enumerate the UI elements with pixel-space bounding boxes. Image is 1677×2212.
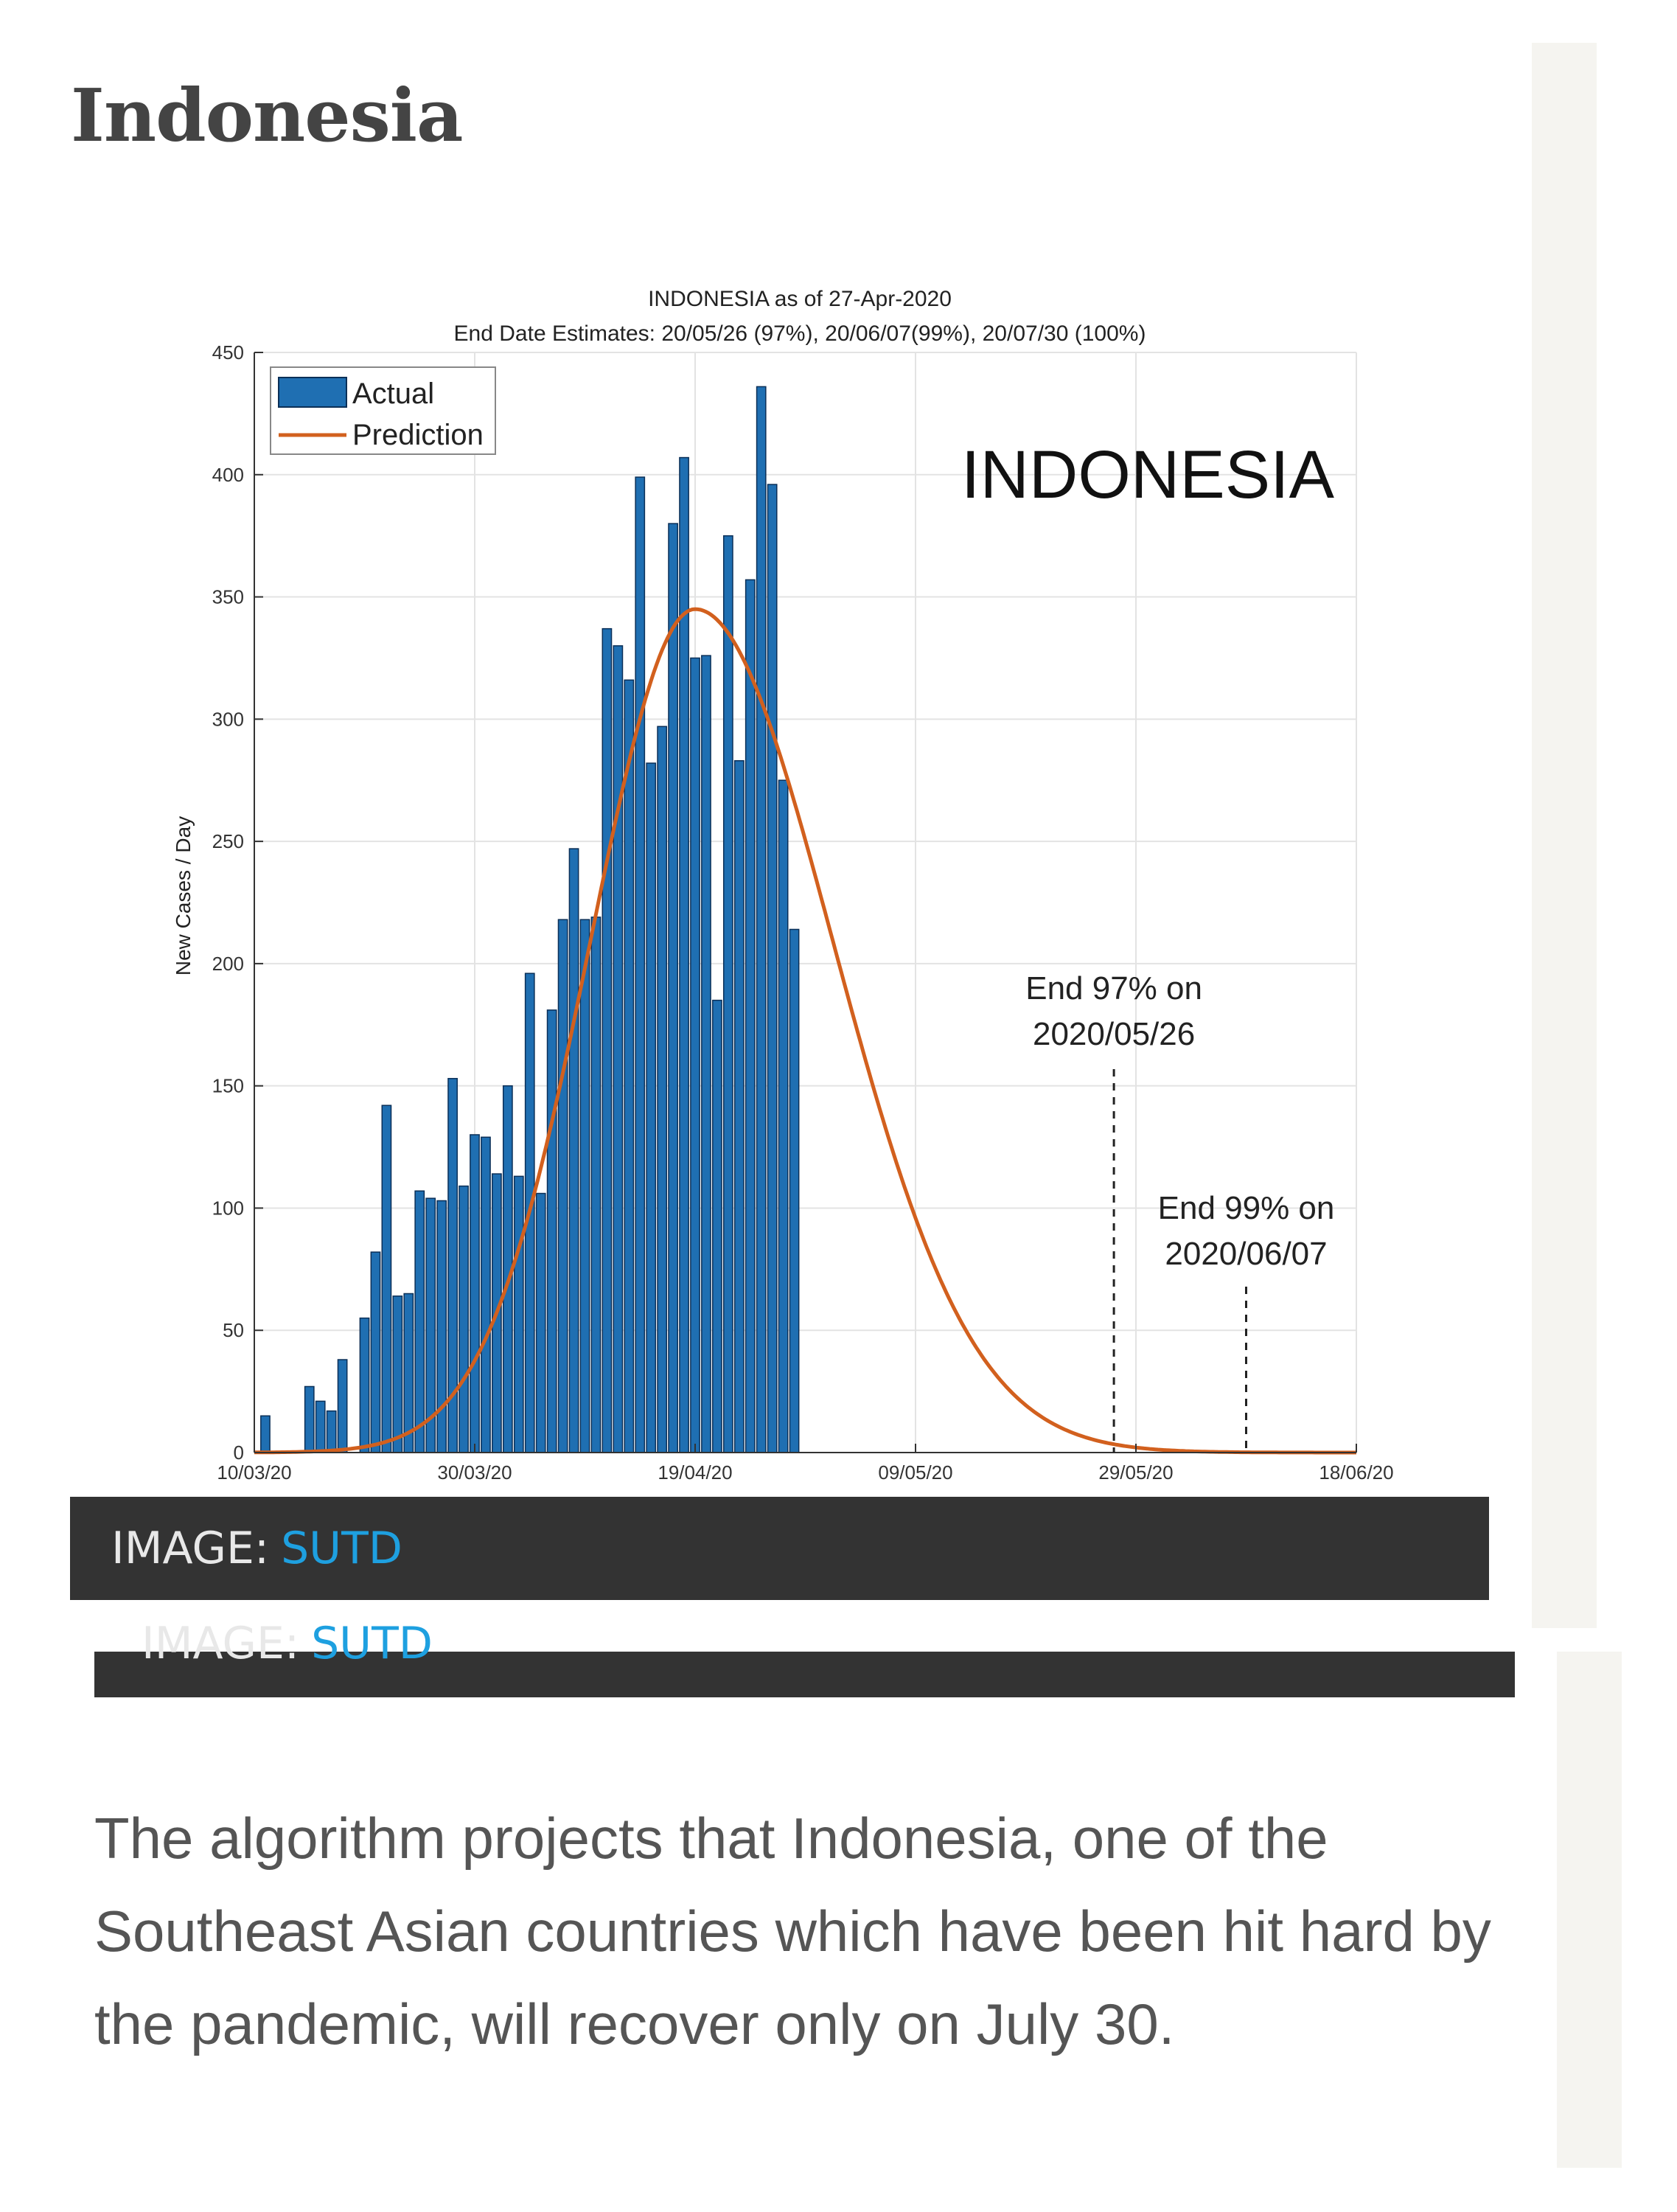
caption-prefix: IMAGE: bbox=[142, 1618, 300, 1669]
y-tick-label: 350 bbox=[212, 585, 244, 608]
x-tick-label: 18/06/20 bbox=[1319, 1461, 1394, 1484]
bar bbox=[658, 726, 666, 1453]
caption-duplicate-text bbox=[142, 1618, 433, 1669]
bar bbox=[371, 1252, 380, 1453]
bar bbox=[316, 1401, 325, 1453]
bar bbox=[338, 1360, 346, 1453]
bar bbox=[459, 1186, 468, 1453]
bar bbox=[591, 917, 600, 1453]
y-tick-label: 450 bbox=[212, 341, 244, 364]
y-tick-label: 50 bbox=[223, 1319, 244, 1342]
x-tick-label: 09/05/20 bbox=[878, 1461, 953, 1484]
image-caption-bar bbox=[70, 1497, 1489, 1600]
bar bbox=[515, 1176, 523, 1453]
bar bbox=[691, 658, 700, 1453]
y-tick-label: 100 bbox=[212, 1197, 244, 1220]
bar bbox=[558, 919, 567, 1453]
bar bbox=[537, 1194, 545, 1453]
bar bbox=[437, 1200, 446, 1453]
y-axis-label: New Cases / Day bbox=[172, 815, 195, 976]
bar bbox=[757, 386, 766, 1453]
image-caption-bar-duplicate bbox=[94, 1618, 1515, 1697]
y-tick-label: 250 bbox=[212, 830, 244, 853]
bar bbox=[393, 1296, 402, 1453]
caption-credit-link[interactable]: SUTD bbox=[281, 1523, 402, 1574]
bar bbox=[735, 761, 744, 1453]
page-title: Indonesia bbox=[71, 74, 463, 159]
bar bbox=[481, 1137, 490, 1453]
bar bbox=[602, 629, 611, 1453]
bar bbox=[470, 1135, 479, 1453]
x-tick-label: 29/05/20 bbox=[1098, 1461, 1174, 1484]
bar bbox=[635, 477, 644, 1453]
bar bbox=[789, 929, 798, 1453]
bar bbox=[713, 1001, 722, 1453]
bar bbox=[669, 524, 677, 1453]
legend-item-prediction: Prediction bbox=[352, 419, 484, 451]
end-date-label: End 99% on bbox=[1157, 1190, 1335, 1226]
end-date-value: 2020/06/07 bbox=[1165, 1236, 1328, 1272]
legend bbox=[271, 367, 495, 454]
watermark-label: INDONESIA bbox=[960, 437, 1334, 512]
x-tick-label: 19/04/20 bbox=[658, 1461, 733, 1484]
bar bbox=[580, 919, 589, 1453]
bar bbox=[746, 580, 755, 1453]
y-tick-label: 200 bbox=[212, 952, 244, 975]
bar bbox=[624, 680, 633, 1453]
side-strip bbox=[1557, 1652, 1622, 2168]
bar bbox=[305, 1386, 314, 1453]
bar bbox=[646, 763, 655, 1453]
y-tick-label: 150 bbox=[212, 1074, 244, 1097]
chart-title: INDONESIA as of 27-Apr-2020 bbox=[648, 287, 952, 311]
bar bbox=[360, 1318, 369, 1453]
bar bbox=[680, 458, 688, 1453]
bar bbox=[702, 655, 711, 1453]
article-paragraph: The algorithm projects that Indonesia, one of the Southeast Asian countries which have been hit hard by the pandemic, will recover only on July 30. bbox=[94, 1806, 1491, 2056]
y-tick-label: 400 bbox=[212, 463, 244, 486]
bar bbox=[548, 1010, 557, 1453]
y-tick-label: 0 bbox=[233, 1441, 244, 1464]
legend-item-actual: Actual bbox=[352, 378, 435, 410]
bar bbox=[382, 1105, 391, 1453]
caption-prefix: IMAGE: bbox=[111, 1523, 270, 1574]
bar bbox=[768, 484, 777, 1453]
end-date-value: 2020/05/26 bbox=[1032, 1016, 1196, 1052]
bar bbox=[404, 1293, 413, 1453]
bar bbox=[778, 780, 787, 1453]
x-tick-label: 10/03/20 bbox=[217, 1461, 292, 1484]
bar bbox=[724, 536, 733, 1453]
bar bbox=[415, 1191, 424, 1453]
chart-subtitle: End Date Estimates: 20/05/26 (97%), 20/06/07(99%), 20/07/30 (100%) bbox=[453, 321, 1146, 346]
bar bbox=[261, 1416, 270, 1453]
legend-swatch-actual bbox=[279, 378, 346, 407]
bar bbox=[327, 1411, 336, 1453]
x-tick-label: 30/03/20 bbox=[437, 1461, 512, 1484]
bar bbox=[569, 849, 578, 1453]
end-date-label: End 97% on bbox=[1025, 970, 1202, 1006]
y-tick-label: 300 bbox=[212, 708, 244, 731]
bar bbox=[613, 646, 622, 1453]
caption-credit-link[interactable]: SUTD bbox=[311, 1618, 433, 1669]
